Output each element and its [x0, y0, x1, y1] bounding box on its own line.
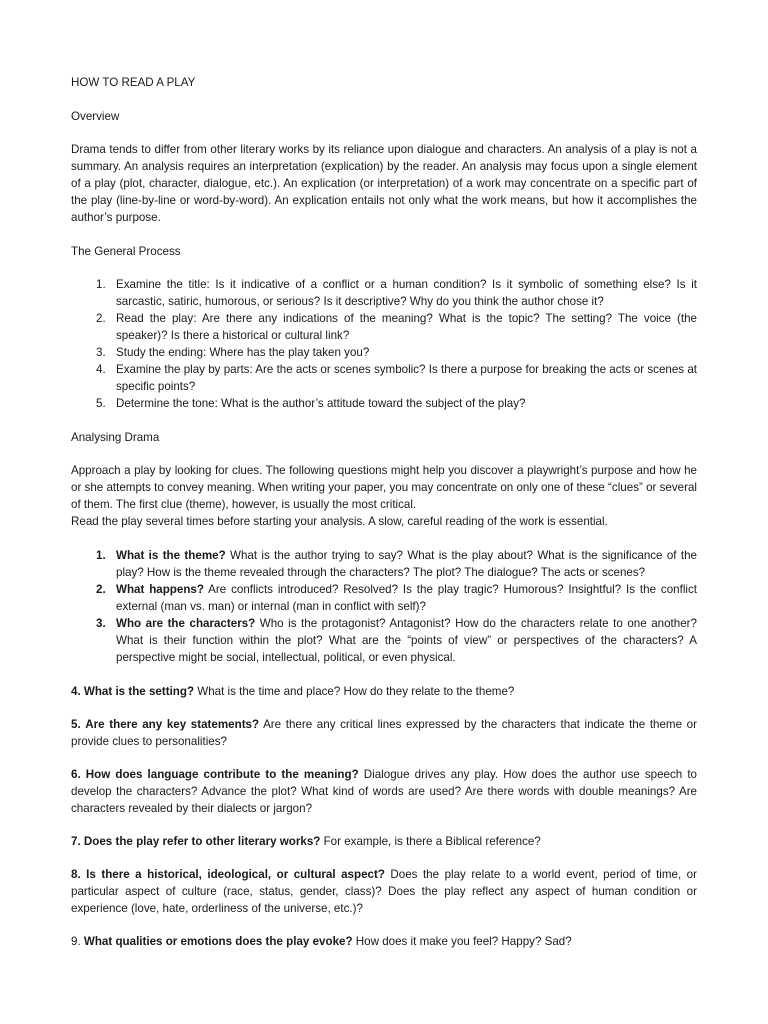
list-number: 3.	[96, 346, 106, 359]
question-lead: Is there a historical, ideological, or cultural aspect?	[86, 868, 385, 881]
question-text: How does it make you feel? Happy? Sad?	[352, 935, 572, 948]
analysing-heading: Analysing Drama	[71, 431, 160, 444]
overview-paragraph: Drama tends to differ from other literary works by its reliance upon dialogue and characters. An analysis of a play is not a summary. An analysis requires an interpretation (explication) by the reader. An analysis may focus upon a single element of a play (plot, character, dialogue, etc.). An explication (or interpretation) of a work may concentrate on a specific part of the play (line-by-line or word-by-word). An explication entails not only what the work means, but how it accomplishes the author’s purpose.	[71, 143, 697, 224]
question-paragraph	[71, 866, 697, 917]
list-item-lead: Examine the title	[116, 278, 207, 291]
list-number: 4.	[96, 363, 106, 376]
list-item-text: : What is the author’s attitude toward the subject of the play?	[214, 397, 526, 410]
list-item-lead: Read the play	[116, 312, 194, 325]
list-item-text: : Where has the play taken you?	[203, 346, 370, 359]
overview-heading: Overview	[71, 110, 120, 123]
question-lead: What is the setting?	[83, 685, 195, 698]
list-item-lead: Determine the tone	[116, 397, 215, 410]
question-lead: How does language contribute to the meaning?	[85, 768, 359, 781]
question-text: What is the time and place? How do they relate to the theme?	[194, 685, 515, 698]
general-process-list	[71, 276, 697, 412]
list-item	[71, 395, 697, 412]
document-title: HOW TO READ A PLAY	[71, 76, 196, 89]
list-number: 1.	[96, 549, 106, 562]
list-item-lead: Study the ending	[116, 346, 204, 359]
list-item-lead: Who are the characters?	[116, 617, 256, 630]
list-item-text: : Are there any indications of the meaning? What is the topic? The setting? The voice (the speaker)? Is there a historical or cultural link?	[116, 312, 697, 342]
question-number: 6.	[71, 768, 81, 781]
list-item-text: Are conflicts introduced? Resolved? Is the play tragic? Humorous? Insightful? Is the conflict external (man vs. man) or internal (man in conflict with self)?	[116, 583, 697, 613]
list-item-text: : Is it indicative of a conflict or a human condition? Is it symbolic of something else? Is it sarcastic, satiric, humorous, or serious? Is it descriptive? Why do you think the author chose it?	[116, 278, 697, 308]
list-item-text: What is the author trying to say? What is the play about? What is the significance of the play? How is the theme revealed through the characters? The plot? The dialogue? The acts or scenes?	[116, 549, 697, 579]
list-item	[71, 615, 697, 666]
question-lead: What qualities or emotions does the play evoke?	[83, 935, 353, 948]
list-item-lead: What is the theme?	[116, 549, 226, 562]
question-paragraph	[71, 766, 697, 817]
analysing-intro: Approach a play by looking for clues. The following questions might help you discover a playwright’s purpose and how he or she attempts to convey meaning. When writing your paper, you may concentrate on only one of these “clues” or several of them. The first clue (theme), however, is usually the most critical.	[71, 464, 697, 511]
question-text: Are there any critical lines expressed by the characters that indicate the theme or provide clues to personalities?	[71, 718, 697, 748]
list-number: 1.	[96, 278, 106, 291]
list-item-lead: Examine the play by parts	[116, 363, 250, 376]
question-text: Dialogue drives any play. How does the author use speech to develop the characters? Advance the plot? What kind of words are used? Are there words with double meanings? Are characters revealed by their dialects or jargon?	[71, 768, 697, 815]
question-number: 4.	[71, 685, 81, 698]
general-process-heading: The General Process	[71, 245, 181, 258]
list-item	[71, 276, 697, 310]
list-item-lead: What happens?	[116, 583, 204, 596]
list-number: 2.	[96, 583, 106, 596]
document-page	[71, 74, 697, 950]
question-paragraph	[71, 933, 697, 950]
list-item-text: : Are the acts or scenes symbolic? Is there a purpose for breaking the acts or scenes at specific points?	[116, 363, 697, 393]
list-number: 2.	[96, 312, 106, 325]
question-number: 5.	[71, 718, 81, 731]
question-lead: Are there any key statements?	[85, 718, 260, 731]
question-number: 7.	[71, 835, 81, 848]
question-lead: Does the play refer to other literary works?	[83, 835, 321, 848]
list-number: 3.	[96, 617, 106, 630]
list-number: 5.	[96, 397, 106, 410]
list-item	[71, 547, 697, 581]
analysing-list	[71, 547, 697, 666]
analysing-intro-2: Read the play several times before starting your analysis. A slow, careful reading of the work is essential.	[71, 515, 608, 528]
list-item-text: Who is the protagonist? Antagonist? How do the characters relate to one another? What is their function within the plot? What are the “points of view” or perspectives of the characters? A perspective might be social, intellectual, political, or even physical.	[116, 617, 697, 664]
question-paragraph	[71, 683, 697, 700]
list-item	[71, 581, 697, 615]
question-text: For example, is there a Biblical reference?	[320, 835, 541, 848]
list-item	[71, 361, 697, 395]
question-paragraph	[71, 833, 697, 850]
list-item	[71, 310, 697, 344]
question-paragraph	[71, 716, 697, 750]
question-number: 9.	[71, 935, 81, 948]
question-number: 8.	[71, 868, 81, 881]
question-text: Does the play relate to a world event, period of time, or particular aspect of culture (race, status, gender, class)? Does the play reflect any aspect of human condition or experience (love, hate, orderliness of the universe, etc.)?	[71, 868, 697, 915]
list-item	[71, 344, 697, 361]
